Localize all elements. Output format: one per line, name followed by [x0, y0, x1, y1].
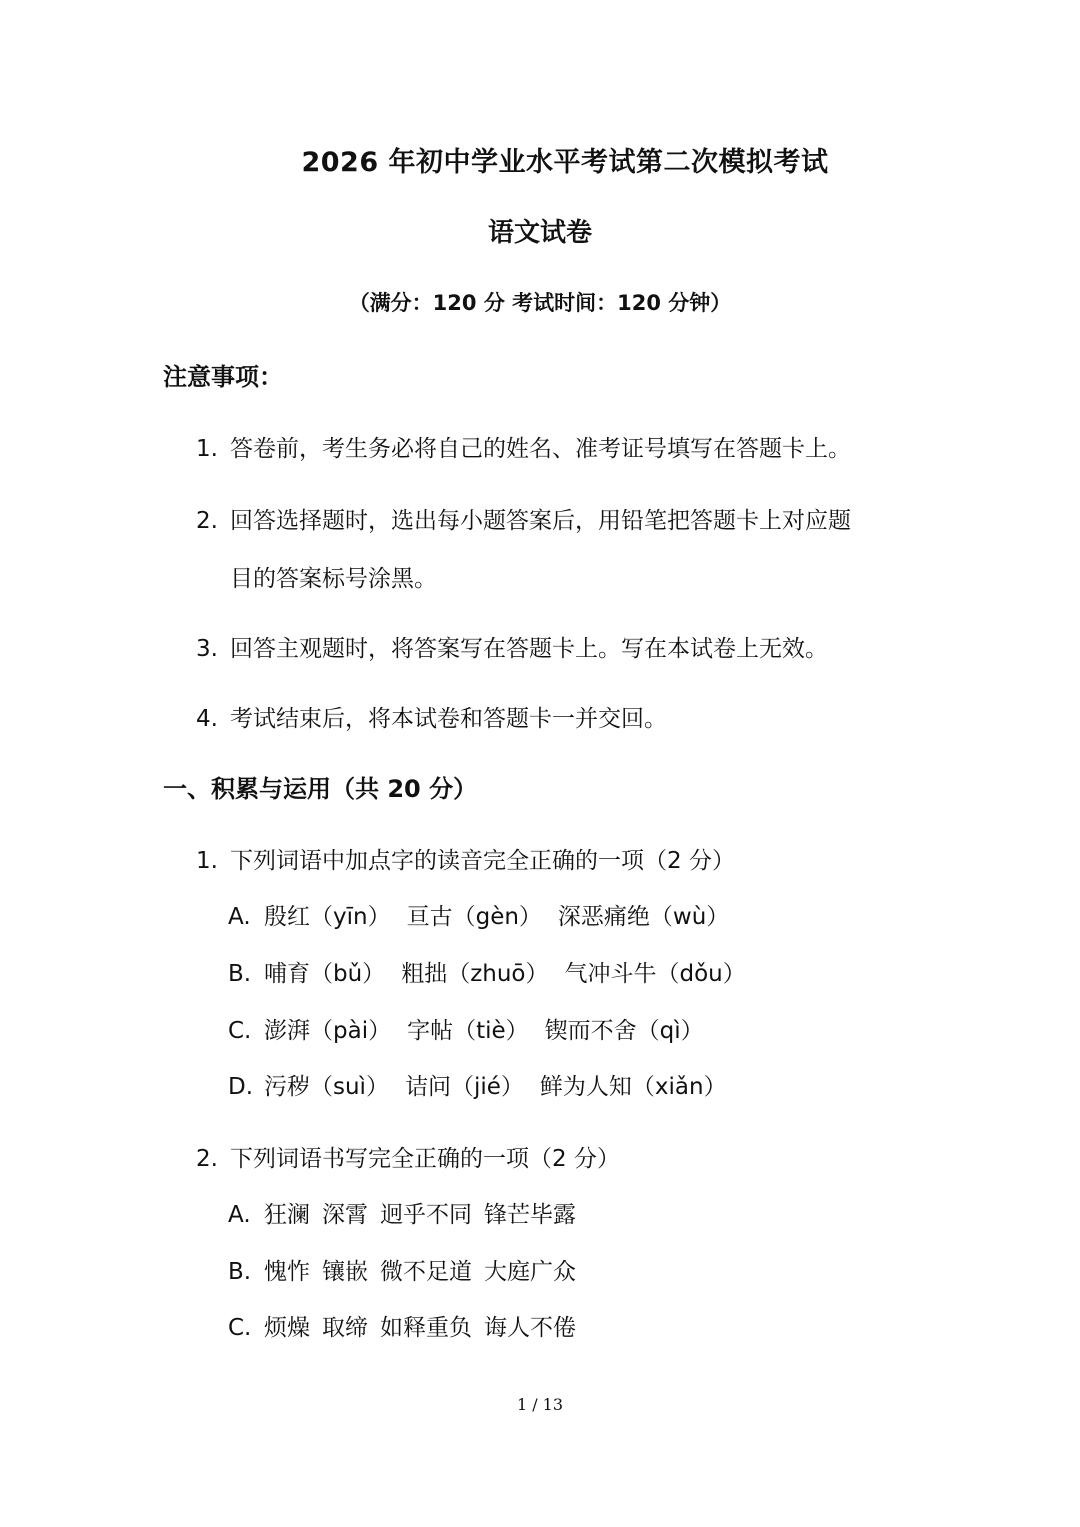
- exam-subtitle: 语文试卷: [487, 218, 592, 248]
- option-word: 狂澜: [264, 1202, 310, 1228]
- question-1-option-d: [228, 1068, 743, 1101]
- question-text: 下列词语中加点字的读音完全正确的一项（2 分）: [230, 848, 735, 874]
- notice-item-3: [196, 630, 828, 663]
- option-label: B.: [228, 1259, 252, 1285]
- option-word: 深霄: [322, 1202, 368, 1228]
- option-label: A.: [228, 1202, 251, 1228]
- question-2-option-c: [228, 1309, 588, 1342]
- notice-item-2-continuation: 目的答案标号涂黑。: [230, 566, 437, 592]
- notice-item-number: 3.: [196, 636, 218, 662]
- option-word: 鲜为人知（xiǎn）: [539, 1074, 727, 1100]
- option-word: 锲而不舍（qì）: [544, 1018, 704, 1044]
- option-word: 取缔: [322, 1315, 368, 1341]
- option-word: 锋芒毕露: [484, 1202, 576, 1228]
- option-word: 迥乎不同: [380, 1202, 472, 1228]
- section-heading: 一、积累与运用（共 20 分）: [163, 775, 478, 803]
- question-1-option-c: [228, 1012, 720, 1045]
- question-2-option-b: [228, 1253, 588, 1286]
- option-label: D.: [228, 1074, 254, 1100]
- option-label: C.: [228, 1018, 252, 1044]
- question-text: 下列词语书写完全正确的一项（2 分）: [230, 1146, 620, 1172]
- option-word: 字帖（tiè）: [407, 1018, 529, 1044]
- question-1-option-a: [228, 898, 745, 931]
- notice-item-1: [196, 430, 851, 463]
- question-number: 2.: [196, 1146, 218, 1172]
- option-word: 殷红（yīn）: [264, 904, 391, 930]
- option-word: 深恶痛绝（wù）: [557, 904, 730, 930]
- notice-item-number: 2.: [196, 508, 218, 534]
- option-word: 亘古（gèn）: [406, 904, 542, 930]
- notice-item-text: 回答选择题时，选出每小题答案后，用铅笔把答题卡上对应题: [230, 508, 851, 534]
- notice-item-text: 回答主观题时，将答案写在答题卡上。写在本试卷上无效。: [230, 636, 828, 662]
- question-2-option-a: [228, 1196, 588, 1229]
- notice-item-text: 答卷前，考生务必将自己的姓名、准考证号填写在答题卡上。: [230, 436, 851, 462]
- notice-item-number: 4.: [196, 706, 218, 732]
- option-word: 气冲斗牛（dǒu）: [564, 961, 746, 987]
- option-word: 澎湃（pài）: [264, 1018, 392, 1044]
- page-number: 1 / 13: [516, 1395, 564, 1414]
- question-2-stem: [196, 1140, 620, 1173]
- option-word: 镶嵌: [322, 1259, 368, 1285]
- question-1-option-b: [228, 955, 762, 988]
- option-word: 大庭广众: [484, 1259, 576, 1285]
- option-label: C.: [228, 1315, 252, 1341]
- option-label: B.: [228, 961, 252, 987]
- notice-item-2: [196, 502, 851, 535]
- option-word: 愧怍: [264, 1259, 310, 1285]
- notice-heading: 注意事项：: [163, 363, 283, 391]
- option-word: 微不足道: [380, 1259, 472, 1285]
- option-word: 诘问（jié）: [404, 1074, 524, 1100]
- score-time-line: （满分：120 分 考试时间：120 分钟）: [348, 291, 732, 315]
- option-word: 污秽（suì）: [264, 1074, 389, 1100]
- notice-item-4: [196, 700, 667, 733]
- option-word: 烦燥: [264, 1315, 310, 1341]
- question-number: 1.: [196, 848, 218, 874]
- exam-title: 2026 年初中学业水平考试第二次模拟考试: [301, 147, 829, 178]
- option-word: 粗拙（zhuō）: [401, 961, 549, 987]
- option-word: 哺育（bǔ）: [264, 961, 386, 987]
- option-word: 诲人不倦: [484, 1315, 576, 1341]
- notice-item-number: 1.: [196, 436, 218, 462]
- option-label: A.: [228, 904, 251, 930]
- question-1-stem: [196, 842, 735, 875]
- option-word: 如释重负: [380, 1315, 472, 1341]
- notice-item-text: 考试结束后，将本试卷和答题卡一并交回。: [230, 706, 667, 732]
